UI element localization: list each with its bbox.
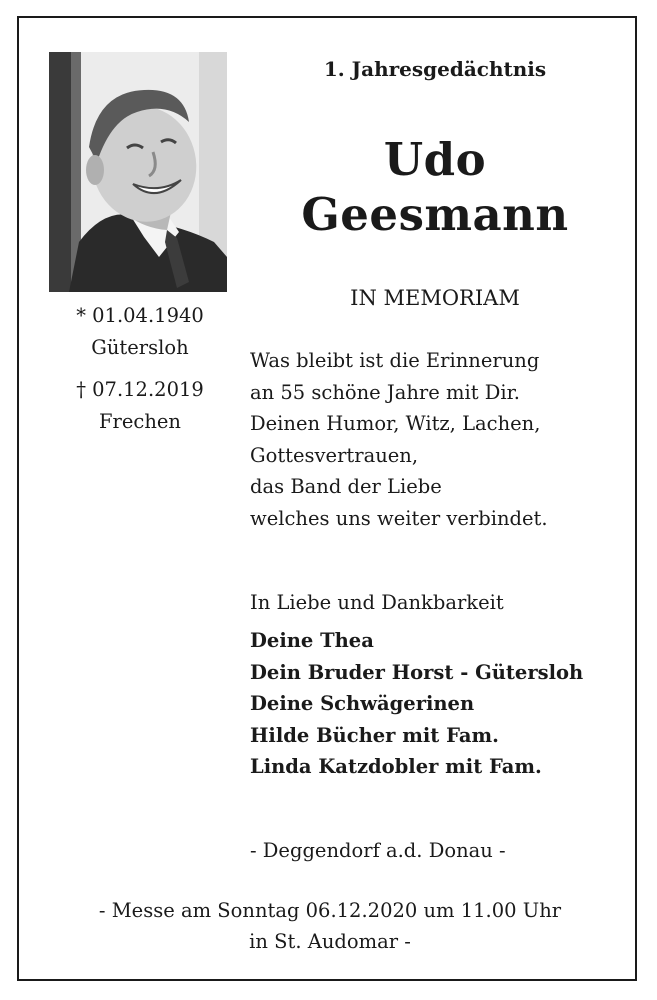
- portrait-image: [49, 52, 227, 292]
- in-memoriam-label: IN MEMORIAM: [350, 286, 520, 310]
- deceased-last-name: Geesmann: [301, 188, 569, 241]
- mourner: Deine Schwägerinen: [250, 692, 475, 715]
- mass-line-1: - Messe am Sonntag 06.12.2020 um 11.00 Uhr: [98, 899, 562, 922]
- mass-announcement: [40, 895, 620, 957]
- mourner: Dein Bruder Horst - Gütersloh: [250, 660, 584, 684]
- mourner: Hilde Bücher mit Fam.: [250, 723, 499, 747]
- death-info: [40, 374, 240, 438]
- poem-line: an 55 schöne Jahre mit Dir.: [250, 380, 520, 404]
- poem-line: welches uns weiter verbindet.: [250, 506, 548, 530]
- poem-line: Deinen Humor, Witz, Lachen,: [250, 412, 541, 435]
- death-place: Frechen: [99, 410, 181, 433]
- mourner: Deine Thea: [250, 629, 374, 652]
- death-date: † 07.12.2019: [76, 378, 204, 401]
- poem-line: das Band der Liebe: [250, 475, 442, 498]
- portrait-photo: [49, 52, 227, 292]
- place-line: - Deggendorf a.d. Donau -: [250, 839, 506, 862]
- mourners-list: [250, 625, 583, 783]
- poem-line: Gottesvertrauen,: [250, 443, 419, 467]
- deceased-first-name: Udo: [383, 133, 487, 186]
- birth-date: * 01.04.1940: [76, 304, 204, 327]
- poem: [250, 345, 620, 534]
- mass-line-2: in St. Audomar -: [249, 930, 411, 953]
- birth-info: [40, 300, 240, 364]
- thanks-line: In Liebe und Dankbarkeit: [250, 591, 504, 614]
- mourner: Linda Katzdobler mit Fam.: [250, 755, 542, 778]
- birth-place: Gütersloh: [91, 336, 189, 359]
- poem-line: Was bleibt ist die Erinnerung: [250, 349, 540, 372]
- anniversary-heading: 1. Jahresgedächtnis: [323, 57, 547, 81]
